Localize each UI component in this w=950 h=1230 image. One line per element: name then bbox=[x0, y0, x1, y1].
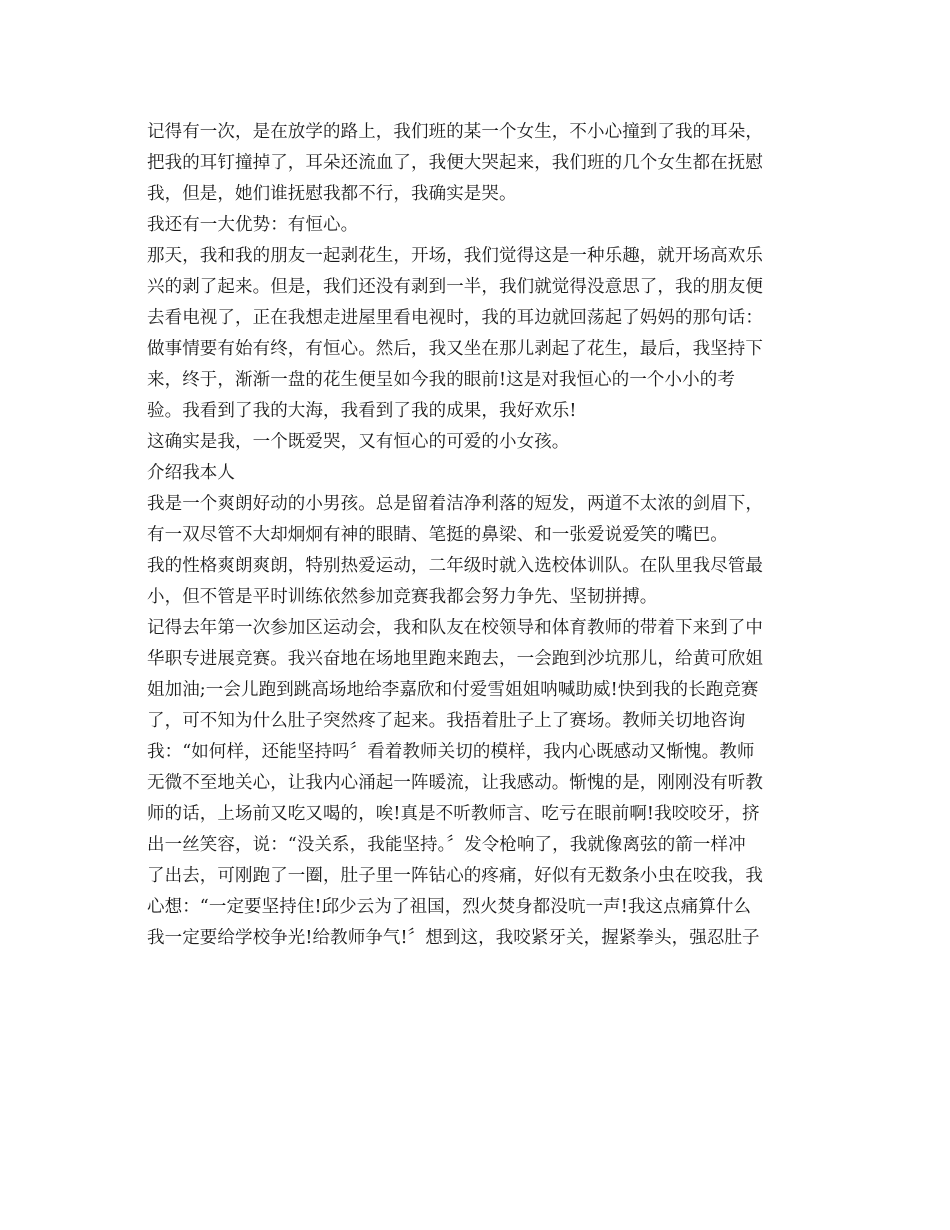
text-line: 那天，我和我的朋友一起剥花生，开场，我们觉得这是一种乐趣，就开场高欢乐 bbox=[147, 246, 763, 266]
text-line: 我的性格爽朗爽朗，特别热爱运动，二年级时就入选校体训队。在队里我尽管最 bbox=[147, 556, 763, 576]
text-line: 我一定要给学校争光!给教师争气!〞想到这，我咬紧牙关，握紧拳头，强忍肚子 bbox=[147, 928, 760, 948]
text-line: 来，终于，渐渐一盘的花生便呈如今我的眼前!这是对我恒心的一个小小的考 bbox=[147, 370, 735, 390]
text-line: 记得有一次，是在放学的路上，我们班的某一个女生，不小心撞到了我的耳朵， bbox=[147, 122, 763, 142]
text-line: 验。我看到了我的大海，我看到了我的成果，我好欢乐! bbox=[147, 401, 577, 421]
text-line: 有一双尽管不大却炯炯有神的眼睛、笔挺的鼻梁、和一张爱说爱笑的嘴巴。 bbox=[147, 525, 728, 545]
section-heading: 介绍我本人 bbox=[147, 463, 235, 483]
text-line: 心想：“一定要坚持住!邱少云为了祖国，烈火焚身都没吭一声!我这点痛算什么 bbox=[147, 897, 752, 917]
text-line: 我还有一大优势：有恒心。 bbox=[147, 215, 359, 235]
text-line: 了，可不知为什么肚子突然疼了起来。我捂着肚子上了赛场。教师关切地咨询 bbox=[147, 711, 746, 731]
text-line: 了出去，可刚跑了一圈，肚子里一阵钻心的疼痛，好似有无数条小虫在咬我，我 bbox=[147, 866, 763, 886]
text-line: 小，但不管是平时训练依然参加竞赛我都会努力争先、坚韧拼搏。 bbox=[147, 587, 658, 607]
text-line: 这确实是我，一个既爱哭，又有恒心的可爱的小女孩。 bbox=[147, 432, 570, 452]
text-line: 华职专进展竞赛。我兴奋地在场地里跑来跑去，一会跑到沙坑那儿，给黄可欣姐 bbox=[147, 649, 763, 669]
text-line: 兴的剥了起来。但是，我们还没有剥到一半，我们就觉得没意思了，我的朋友便 bbox=[147, 277, 763, 297]
text-line: 师的话，上场前又吃又喝的，唉!真是不听教师言、吃亏在眼前啊!我咬咬牙，挤 bbox=[147, 804, 760, 824]
text-line: 做事情要有始有终，有恒心。然后，我又坐在那儿剥起了花生，最后，我坚持下 bbox=[147, 339, 763, 359]
text-line: 我是一个爽朗好动的小男孩。总是留着洁净利落的短发，两道不太浓的剑眉下， bbox=[147, 494, 763, 514]
text-line: 我，但是，她们谁抚慰我都不行，我确实是哭。 bbox=[147, 184, 517, 204]
text-line: 记得去年第一次参加区运动会，我和队友在校领导和体育教师的带着下来到了中 bbox=[147, 618, 763, 638]
text-line: 去看电视了，正在我想走进屋里看电视时，我的耳边就回荡起了妈妈的那句话： bbox=[147, 308, 763, 328]
text-line: 姐加油;一会儿跑到跳高场地给李嘉欣和付爱雪姐姐呐喊助威!快到我的长跑竞赛 bbox=[147, 680, 759, 700]
text-line: 把我的耳钉撞掉了，耳朵还流血了，我便大哭起来，我们班的几个女生都在抚慰 bbox=[147, 153, 763, 173]
text-line: 出一丝笑容，说：“没关系，我能坚持。〞发令枪响了，我就像离弦的箭一样冲 bbox=[147, 835, 746, 855]
text-line: 我：“如何样，还能坚持吗〞看着教师关切的模样，我内心既感动又惭愧。教师 bbox=[147, 742, 755, 762]
text-line: 无微不至地关心，让我内心涌起一阵暖流，让我感动。惭愧的是，刚刚没有听教 bbox=[147, 773, 763, 793]
document-body bbox=[147, 117, 807, 954]
